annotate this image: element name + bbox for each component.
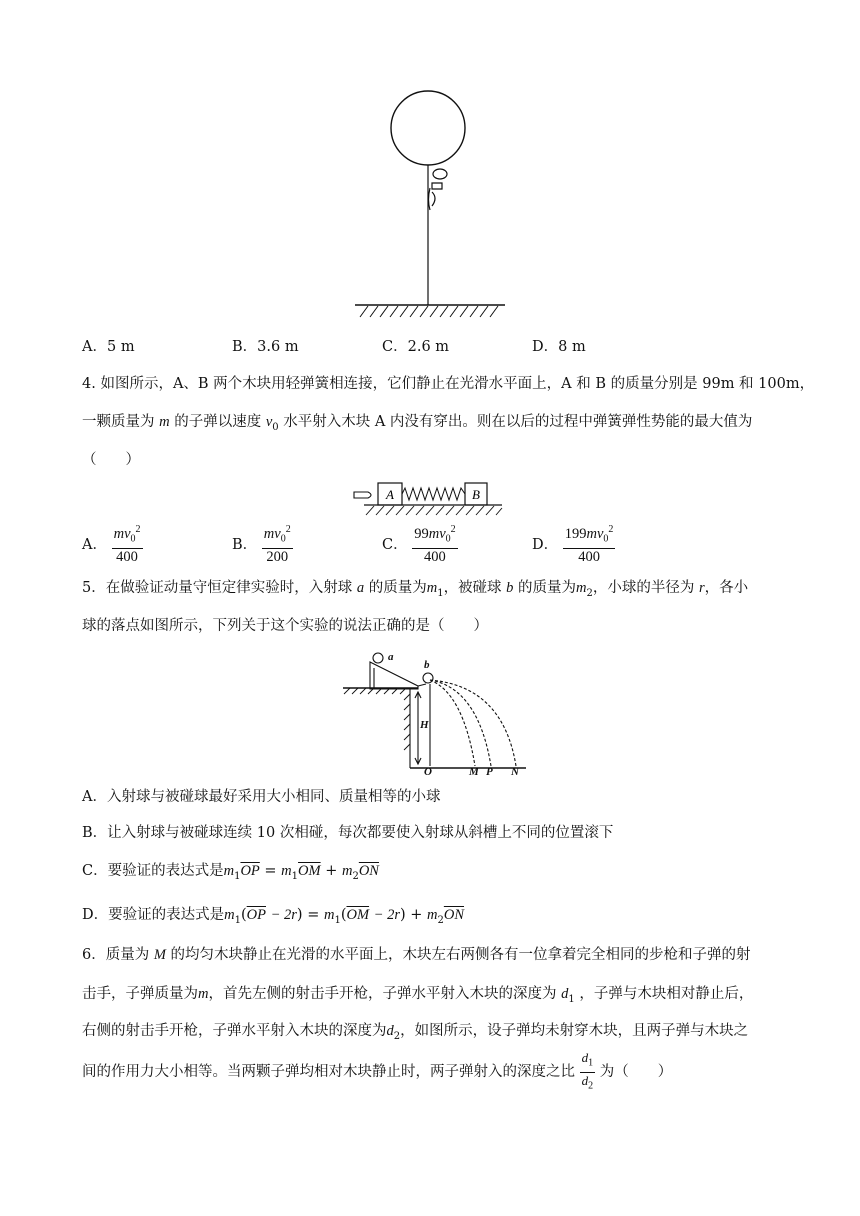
q6-line-3: 右侧的射击手开枪，子弹水平射入木块的深度为$d_2$，如图所示，设子弹均未射穿木块，且两子弹与木块之 (82, 1023, 749, 1042)
q5-option-a: A．入射球与被碰球最好采用大小相同、质量相等的小球 (82, 789, 441, 805)
ground-hatch (360, 306, 498, 317)
q3-option-b: B．3.6 m (232, 339, 299, 355)
ball-b (423, 673, 433, 683)
collision-experiment-figure (338, 648, 533, 776)
spring (402, 488, 465, 500)
q4-options (82, 522, 782, 568)
q6-line-4: 间的作用力大小相等。当两颗子弹均相对木块静止时，两子弹射入的深度之比 $\frac{d_1}{d_2}$ 为（ ） (82, 1050, 673, 1092)
q4-option-a: A． $\frac{mv_0^2}{400}$ (82, 524, 141, 565)
svg-text:O: O (424, 766, 432, 776)
bullet (354, 492, 371, 498)
ball-a (373, 653, 383, 663)
svg-text:M: M (469, 766, 479, 776)
q4-option-c: C． $\frac{99mv_0^2}{400}$ (382, 524, 456, 565)
svg-text:a: a (388, 651, 394, 663)
svg-text:B: B (472, 487, 480, 502)
climber (429, 169, 448, 210)
q4-option-b: B． $\frac{mv_0^2}{200}$ (232, 524, 291, 565)
svg-text:A: A (386, 487, 394, 502)
q4-line-3: （ ） (82, 452, 140, 468)
svg-text:N: N (511, 766, 519, 776)
q6-line-2: 击手，子弹质量为m，首先左侧的射击手开枪，子弹水平射入木块的深度为 $d_1$ ，子弹与木块相对静止后， (82, 986, 754, 1005)
svg-text:P: P (486, 766, 493, 776)
q6-line-1: 6．质量为 M 的均匀木块静止在光滑的水平面上，木块左右两侧各有一位拿着完全相同的步枪和子弹的射 (82, 947, 751, 963)
q4-line-2: 一颗质量为 m 的子弹以速度 $v_0$ 水平射入木块 A 内没有穿出。则在以后的过程中弹簧弹性势能的最大值为 (82, 414, 753, 433)
q4-line-1: 4. 如图所示，A、B 两个木块用轻弹簧相连接，它们静止在光滑水平面上，A 和 B 的质量分别是 99m 和 100m， (82, 376, 815, 392)
q5-option-b: B．让入射球与被碰球连续 10 次相碰，每次都要使入射球从斜槽上不同的位置滚下 (82, 825, 614, 841)
q5-line-1: 5．在做验证动量守恒定律实验时，入射球 a 的质量为$m_1$，被碰球 b 的质量为$m_2$，小球的半径为 r，各小 (82, 580, 749, 599)
q5-line-2: 球的落点如图所示，下列关于这个实验的说法正确的是（ ） (82, 618, 488, 634)
q3-option-a: A．5 m (82, 339, 135, 355)
balloon-figure (340, 80, 520, 325)
q5-option-c: C．要验证的表达式是$m_1\overline{OP} = m_1\overline{OM} + m_2\overline{ON}$ (82, 863, 379, 882)
svg-text:H: H (420, 719, 429, 731)
q4-option-d: D． $\frac{199mv_0^2}{400}$ (532, 524, 614, 565)
q5-option-d: D．要验证的表达式是$m_1(\overline{OP} - 2r) = m_1(\overline{OM} - 2r) + m_2\overline{ON}$ (82, 907, 465, 926)
svg-text:b: b (424, 659, 430, 671)
q3-option-d: D．8 m (532, 339, 586, 355)
balloon (391, 91, 465, 165)
spring-blocks-figure (350, 478, 510, 520)
q3-option-c: C．2.6 m (382, 339, 450, 355)
